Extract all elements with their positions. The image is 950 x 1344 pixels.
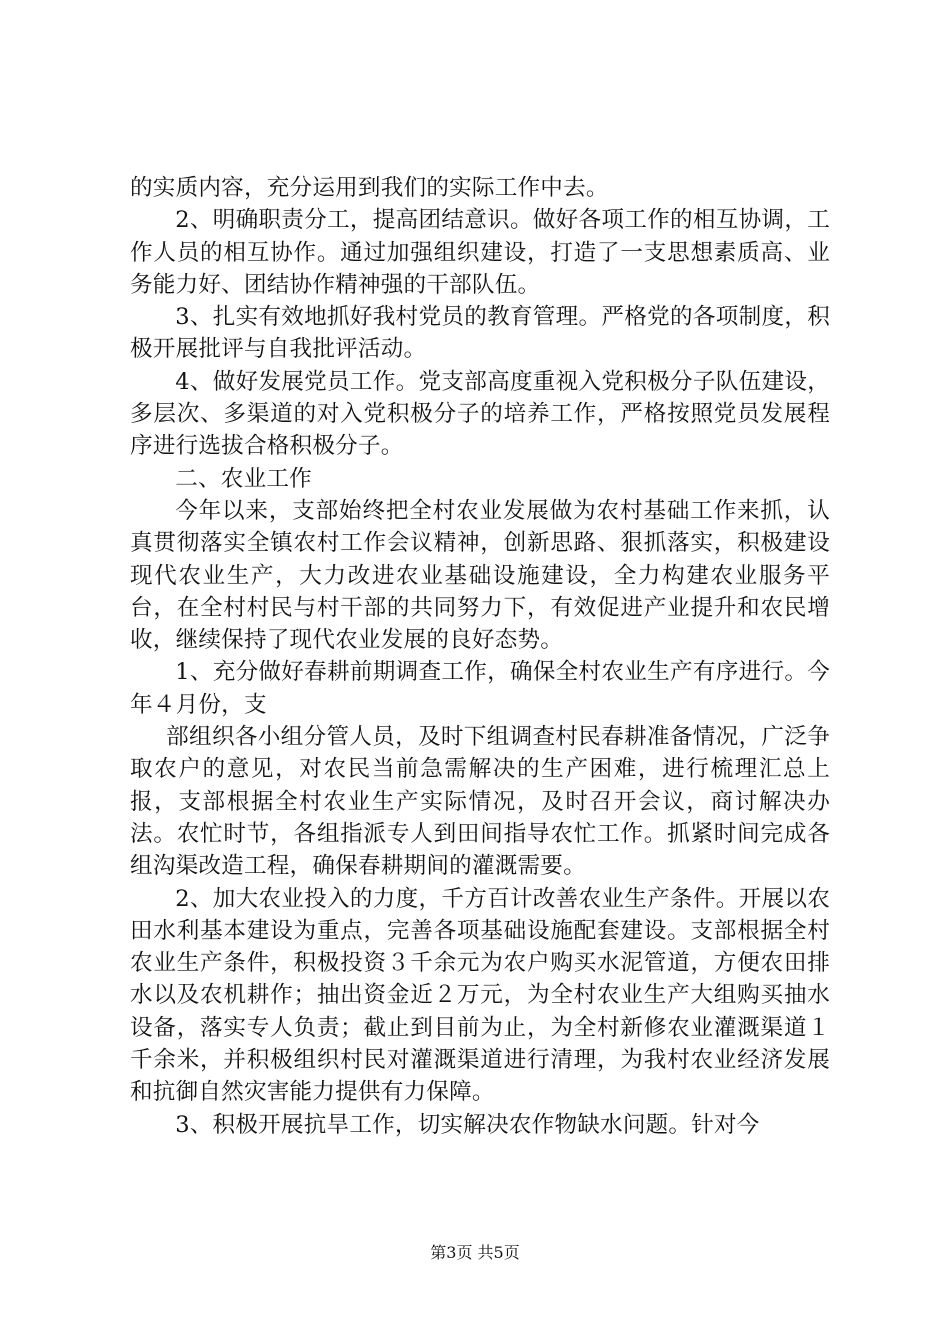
paragraph-item-3-party-education: 3、扎实有效地抓好我村党员的教育管理。严格党的各项制度，积极开展批评与自我批评活动。 <box>130 304 830 363</box>
page-footer <box>0 1243 950 1263</box>
section-heading-agriculture: 二、农业工作 <box>175 465 312 492</box>
page-number-label: 第3页 共5页 <box>430 1243 520 1262</box>
paragraph-item-4-party-development: 4、做好发展党员工作。党支部高度重视入党积极分子队伍建设，多层次、多渠道的对入党积极分子的培养工作，严格按照党员发展程序进行选拔合格积极分子。 <box>130 368 830 460</box>
paragraph-item-2-responsibility: 2、明确职责分工，提高团结意识。做好各项工作的相互协调，工作人员的相互协作。通过加强组织建设，打造了一支思想素质高、业务能力好、团结协作精神强的干部队伍。 <box>130 207 830 298</box>
paragraph-agriculture-intro: 今年以来，支部始终把全村农业发展做为农村基础工作来抓，认真贯彻落实全镇农村工作会议精神，创新思路、狠抓落实，积极建设现代农业生产，大力改进农业基础设施建设，全力构建农业服务平台，在全村村民与村干部的共同努力下，有效促进产业提升和农民增收，继续保持了现代农业发展的良好态势。 <box>130 497 830 654</box>
paragraph-item-1-spring-survey: 1、充分做好春耕前期调查工作，确保全村农业生产有序进行。今年４月份，支 <box>130 659 830 718</box>
document-body <box>130 172 830 1141</box>
paragraph-item-2-investment: 2、加大农业投入的力度，千方百计改善农业生产条件。开展以农田水利基本建设为重点，完善各项基础设施配套建设。支部根据全村农业生产条件，积极投资３千余元为农户购买水泥管道，方便农田排水以及农机耕作；抽出资金近２万元，为全村农业生产大组购买抽水设备，落实专人负责；截止到目前为止，为全村新修农业灌溉渠道１千余米，并积极组织村民对灌溉渠道进行清理，为我村农业经济发展和抗御自然灾害能力提供有力保障。 <box>130 885 830 1106</box>
paragraph-continuation: 的实质内容，充分运用到我们的实际工作中去。 <box>130 175 609 201</box>
paragraph-item-3-drought: 3、积极开展抗旱工作，切实解决农作物缺水问题。针对今 <box>175 1111 760 1138</box>
paragraph-item-1-continued: 部组织各小组分管人员，及时下组调查村民春耕准备情况，广泛争取农户的意见，对农民当前急需解决的生产困难，进行梳理汇总上报，支部根据全村农业生产实际情况，及时召开会议，商讨解决办法。农忙时节，各组指派专人到田间指导农忙工作。抓紧时间完成各组沟渠改造工程，确保春耕期间的灌溉需要。 <box>130 724 830 880</box>
